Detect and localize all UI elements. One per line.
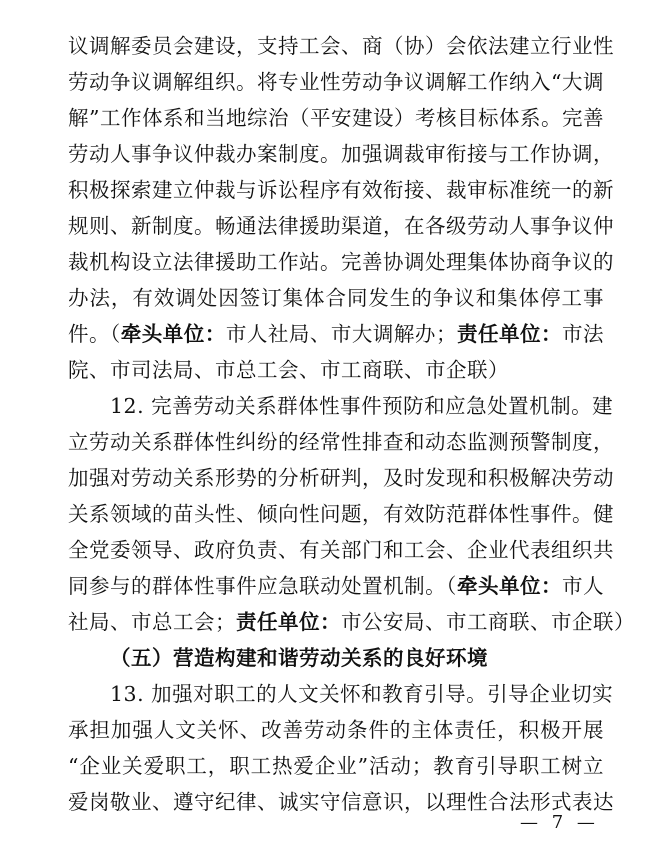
paragraph-line [68, 610, 635, 634]
responsible-unit-label: 责任单位： [236, 610, 341, 634]
paragraph-line: 关系领域的苗头性、倾向性问题，有效防范群体性事件。健 [68, 502, 614, 526]
paragraph-line: 13. 加强对职工的人文关怀和教育引导。引导企业切实 [110, 682, 614, 706]
paragraph-line: “企业关爱职工，职工热爱企业”活动；教育引导职工树立 [68, 754, 604, 778]
paragraph-line: 办法，有效调处因签订集体合同发生的争议和集体停工事 [68, 286, 604, 310]
line-text: 市法 [562, 322, 605, 346]
paragraph-line: 劳动争议调解组织。将专业性劳动争议调解工作纳入“大调 [68, 70, 604, 94]
paragraph-line: 全党委领导、政府负责、有关部门和工会、企业代表组织共 [68, 538, 614, 562]
paragraph-line: 议调解委员会建设，支持工会、商（协）会依法建立行业性 [68, 34, 614, 58]
paragraph-line: 爱岗敬业、遵守纪律、诚实守信意识，以理性合法形式表达 [68, 790, 614, 814]
lead-unit-label: 牵头单位： [120, 322, 226, 346]
responsible-unit-label: 责任单位： [456, 322, 563, 346]
line-text: 市人社局、市大调解办； [225, 322, 457, 346]
paragraph-line: 承担加强人文关怀、改善劳动条件的主体责任，积极开展 [68, 718, 604, 742]
paragraph-line: 12. 完善劳动关系群体性事件预防和应急处置机制。建 [110, 394, 614, 418]
line-text: 件。（ [68, 322, 121, 346]
paragraph-line [68, 574, 604, 598]
line-text: 市人 [562, 574, 605, 598]
paragraph-line: 解”工作体系和当地综治（平安建设）考核目标体系。完善 [68, 106, 604, 130]
paragraph-line [68, 322, 604, 346]
line-text: 社局、市总工会； [68, 610, 236, 634]
line-text: 市公安局、市工商联、市企联） [341, 610, 635, 634]
paragraph-line: 加强对劳动关系形势的分析研判，及时发现和积极解决劳动 [68, 466, 614, 490]
paragraph-line: 规则、新制度。畅通法律援助渠道，在各级劳动人事争议仲 [68, 214, 614, 238]
paragraph-line: 立劳动关系群体性纠纷的经常性排查和动态监测预警制度， [68, 430, 614, 454]
page-number: — 7 — [520, 812, 599, 833]
paragraph-line: 院、市司法局、市总工会、市工商联、市企联） [68, 358, 509, 382]
lead-unit-label: 牵头单位： [456, 574, 563, 598]
paragraph-line: 积极探索建立仲裁与诉讼程序有效衔接、裁审标准统一的新 [68, 178, 614, 202]
paragraph-line: 裁机构设立法律援助工作站。完善协调处理集体协商争议的 [68, 250, 614, 274]
line-text: 同参与的群体性事件应急联动处置机制。（ [68, 574, 457, 598]
paragraph-line: 劳动人事争议仲裁办案制度。加强调裁审衔接与工作协调， [68, 142, 614, 166]
section-heading: （五）营造构建和谐劳动关系的良好环境 [110, 646, 488, 670]
